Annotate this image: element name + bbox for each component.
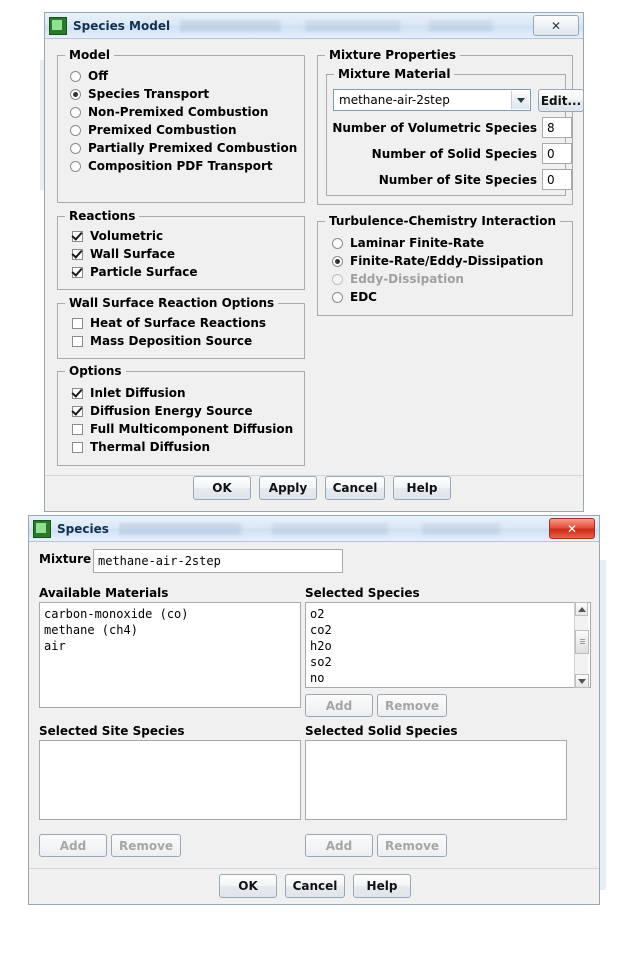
checkbox-icon (72, 231, 83, 242)
radio-icon (70, 125, 81, 136)
chevron-down-icon[interactable] (511, 91, 529, 109)
selected-site-species-add-button[interactable]: Add (39, 834, 107, 857)
checkbox-icon (72, 388, 83, 399)
radio-label: Species Transport (88, 87, 210, 101)
checkbox-label: Volumetric (90, 229, 164, 243)
reactions-group-legend: Reactions (65, 209, 139, 223)
radio-icon (332, 274, 343, 285)
checkbox-icon (72, 424, 83, 435)
checkbox-thermal-diffusion[interactable] (72, 438, 304, 456)
radio-label: Composition PDF Transport (88, 159, 273, 173)
selected-site-species-list[interactable] (39, 740, 301, 820)
checkbox-label: Particle Surface (90, 265, 198, 279)
species-dialog-titlebar[interactable] (29, 516, 599, 542)
selected-species-add-button[interactable]: Add (305, 694, 373, 717)
radio-laminar-finite-rate[interactable] (332, 234, 572, 252)
mixture-label: Mixture (39, 552, 92, 566)
radio-label: Off (88, 69, 108, 83)
number-of-volumetric-species-field[interactable] (542, 117, 572, 138)
radio-icon (332, 292, 343, 303)
species-model-titlebar[interactable] (45, 13, 583, 39)
species-model-ok-button[interactable]: OK (193, 476, 251, 500)
selected-site-species-label: Selected Site Species (39, 724, 185, 738)
radio-edc[interactable] (332, 288, 572, 306)
mixture-field[interactable] (93, 549, 343, 573)
radio-label: Laminar Finite-Rate (350, 236, 485, 250)
turbulence-chemistry-legend: Turbulence-Chemistry Interaction (325, 214, 560, 228)
reactions-group (57, 209, 305, 290)
selected-solid-species-remove-button[interactable]: Remove (377, 834, 447, 857)
mixture-material-value: methane-air-2step (339, 93, 450, 107)
radio-eddy-dissipation (332, 270, 572, 288)
scrollbar-thumb[interactable] (575, 630, 589, 654)
scroll-down-arrow-icon[interactable] (575, 674, 589, 688)
checkbox-label: Wall Surface (90, 247, 175, 261)
radio-icon (70, 107, 81, 118)
number-of-site-species-label: Number of Site Species (378, 173, 537, 187)
checkbox-wall-surface[interactable] (72, 245, 304, 263)
wall-surface-reaction-options-legend: Wall Surface Reaction Options (65, 296, 278, 310)
radio-label: Eddy-Dissipation (350, 272, 464, 286)
selected-solid-species-label: Selected Solid Species (305, 724, 458, 738)
mixture-properties-legend: Mixture Properties (325, 48, 460, 62)
checkbox-label: Heat of Surface Reactions (90, 316, 267, 330)
checkbox-mass-deposition-source[interactable] (72, 332, 304, 350)
checkbox-icon (72, 267, 83, 278)
wall-surface-reaction-options-group (57, 296, 305, 359)
radio-model-premixed-combustion[interactable] (70, 121, 304, 139)
checkbox-label: Full Multicomponent Diffusion (90, 422, 294, 436)
checkbox-icon (72, 442, 83, 453)
radio-label: EDC (350, 290, 377, 304)
selected-species-list[interactable] (305, 602, 591, 688)
options-group (57, 364, 305, 466)
checkbox-icon (72, 406, 83, 417)
radio-model-off[interactable] (70, 67, 304, 85)
radio-label: Non-Premixed Combustion (88, 105, 269, 119)
species-model-cancel-button[interactable]: Cancel (325, 476, 385, 500)
field-value: 0 (547, 172, 555, 187)
selected-species-remove-button[interactable]: Remove (377, 694, 447, 717)
radio-icon (70, 71, 81, 82)
mixture-material-combo[interactable] (333, 89, 531, 111)
radio-icon (332, 238, 343, 249)
list-item[interactable]: carbon-monoxide (co) (44, 607, 189, 621)
checkbox-particle-surface[interactable] (72, 263, 304, 281)
mixture-material-legend: Mixture Material (334, 67, 454, 81)
selected-site-species-remove-button[interactable]: Remove (111, 834, 181, 857)
mixture-properties-group (317, 48, 582, 205)
application-icon (33, 520, 51, 538)
model-group-legend: Model (65, 48, 114, 62)
checkbox-volumetric[interactable] (72, 227, 304, 245)
turbulence-chemistry-interaction-group (317, 214, 573, 316)
checkbox-label: Diffusion Energy Source (90, 404, 253, 418)
species-dialog-close-button[interactable]: ✕ (549, 518, 595, 539)
edit-material-button[interactable]: Edit... (538, 89, 584, 112)
species-dialog-button-separator (29, 868, 599, 869)
radio-label: Premixed Combustion (88, 123, 237, 137)
number-of-solid-species-label: Number of Solid Species (371, 147, 537, 161)
species-dialog-help-button[interactable]: Help (353, 874, 411, 898)
species-model-window (44, 12, 584, 512)
list-item[interactable]: so2 (310, 655, 332, 669)
radio-icon (70, 161, 81, 172)
selected-solid-species-add-button[interactable]: Add (305, 834, 373, 857)
list-item[interactable]: o2 (310, 607, 325, 621)
list-item[interactable]: no (310, 671, 325, 685)
radio-model-non-premixed-combustion[interactable] (70, 103, 304, 121)
radio-icon (70, 89, 81, 100)
radio-model-species-transport[interactable] (70, 85, 304, 103)
radio-finite-rate-eddy-dissipation[interactable] (332, 252, 572, 270)
available-materials-list[interactable] (39, 602, 301, 708)
species-dialog-cancel-button[interactable]: Cancel (285, 874, 345, 898)
radio-model-partially-premixed-combustion[interactable] (70, 139, 304, 157)
mixture-value: methane-air-2step (98, 554, 221, 568)
checkbox-label: Inlet Diffusion (90, 386, 186, 400)
list-item[interactable]: air (44, 639, 66, 653)
checkbox-icon (72, 249, 83, 260)
selected-solid-species-list[interactable] (305, 740, 567, 820)
number-of-solid-species-field[interactable] (542, 143, 572, 164)
field-value: 8 (547, 120, 555, 135)
selected-species-scrollbar[interactable] (574, 602, 588, 688)
radio-label: Finite-Rate/Eddy-Dissipation (350, 254, 544, 268)
radio-model-composition-pdf-transport[interactable] (70, 157, 304, 175)
titlebar-ghost-text (180, 20, 533, 32)
checkbox-label: Thermal Diffusion (90, 440, 211, 454)
checkbox-full-multicomponent-diffusion[interactable] (72, 420, 304, 438)
species-model-apply-button[interactable]: Apply (259, 476, 317, 500)
mixture-material-subgroup (326, 67, 582, 196)
species-dialog-ok-button[interactable]: OK (219, 874, 277, 898)
titlebar-ghost-text (119, 523, 549, 535)
species-model-close-button[interactable]: ✕ (533, 15, 579, 36)
checkbox-label: Mass Deposition Source (90, 334, 253, 348)
checkbox-diffusion-energy-source[interactable] (72, 402, 304, 420)
list-item[interactable]: co2 (310, 623, 332, 637)
list-item[interactable]: h2o (310, 639, 332, 653)
available-materials-label: Available Materials (39, 586, 169, 600)
checkbox-heat-of-surface-reactions[interactable] (72, 314, 304, 332)
scroll-up-arrow-icon[interactable] (575, 602, 588, 616)
number-of-volumetric-species-label: Number of Volumetric Species (332, 121, 537, 135)
field-value: 0 (547, 146, 555, 161)
radio-icon (70, 143, 81, 154)
list-item[interactable]: methane (ch4) (44, 623, 138, 637)
checkbox-icon (72, 336, 83, 347)
radio-icon (332, 256, 343, 267)
number-of-site-species-field[interactable] (542, 169, 572, 190)
application-icon (49, 17, 67, 35)
radio-label: Partially Premixed Combustion (88, 141, 298, 155)
species-dialog-window (28, 515, 600, 905)
checkbox-icon (72, 318, 83, 329)
species-model-help-button[interactable]: Help (393, 476, 451, 500)
selected-species-label: Selected Species (305, 586, 420, 600)
options-group-legend: Options (65, 364, 126, 378)
checkbox-inlet-diffusion[interactable] (72, 384, 304, 402)
species-dialog-title: Species (57, 521, 109, 536)
species-model-title: Species Model (73, 18, 171, 33)
model-group (57, 48, 305, 203)
